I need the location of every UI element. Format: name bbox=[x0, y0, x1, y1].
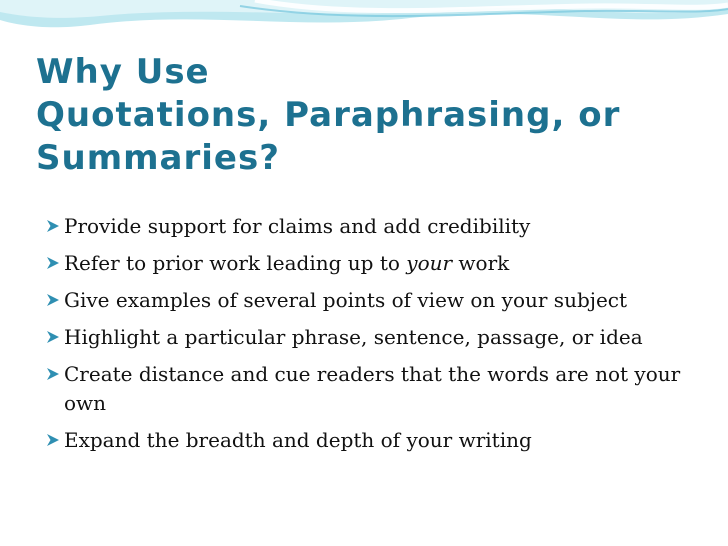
arrowhead-bullet-icon bbox=[44, 217, 62, 235]
arrowhead-bullet-icon bbox=[44, 291, 62, 309]
title-line-2: Quotations, Paraphrasing, or bbox=[36, 94, 621, 135]
arrowhead-bullet-icon bbox=[44, 431, 62, 449]
arrowhead-bullet-icon bbox=[44, 328, 62, 346]
bullet-item-highlight bbox=[44, 323, 694, 352]
title-line-3: Summaries? bbox=[36, 137, 280, 178]
title-line-1: Why Use bbox=[36, 51, 210, 92]
arrowhead-bullet-icon bbox=[44, 365, 62, 383]
bullet-text-highlight: Highlight a particular phrase, sentence, passage, or idea bbox=[64, 325, 643, 349]
bullet-item-prior-work bbox=[44, 249, 694, 278]
slide-title bbox=[36, 51, 686, 180]
bullet-item-support bbox=[44, 212, 694, 241]
top-wave-decoration bbox=[0, 0, 728, 40]
bullet-text-prior-work bbox=[64, 249, 694, 278]
bullet-text-distance: Create distance and cue readers that the words are not your own bbox=[64, 362, 681, 415]
bullet-text-prior-work-before: Refer to prior work leading up to bbox=[64, 251, 407, 275]
bullet-emphasis-your: your bbox=[406, 251, 453, 275]
bullet-item-examples bbox=[44, 286, 694, 315]
bullet-text-support: Provide support for claims and add credibility bbox=[64, 214, 531, 238]
bullet-list bbox=[44, 212, 694, 455]
arrowhead-bullet-icon bbox=[44, 254, 62, 272]
bullet-item-expand bbox=[44, 426, 694, 455]
bullet-text-examples: Give examples of several points of view on your subject bbox=[64, 288, 628, 312]
bullet-item-distance bbox=[44, 360, 694, 418]
bullet-text-expand: Expand the breadth and depth of your writing bbox=[64, 428, 532, 452]
bullet-text-prior-work-after: work bbox=[452, 251, 510, 275]
